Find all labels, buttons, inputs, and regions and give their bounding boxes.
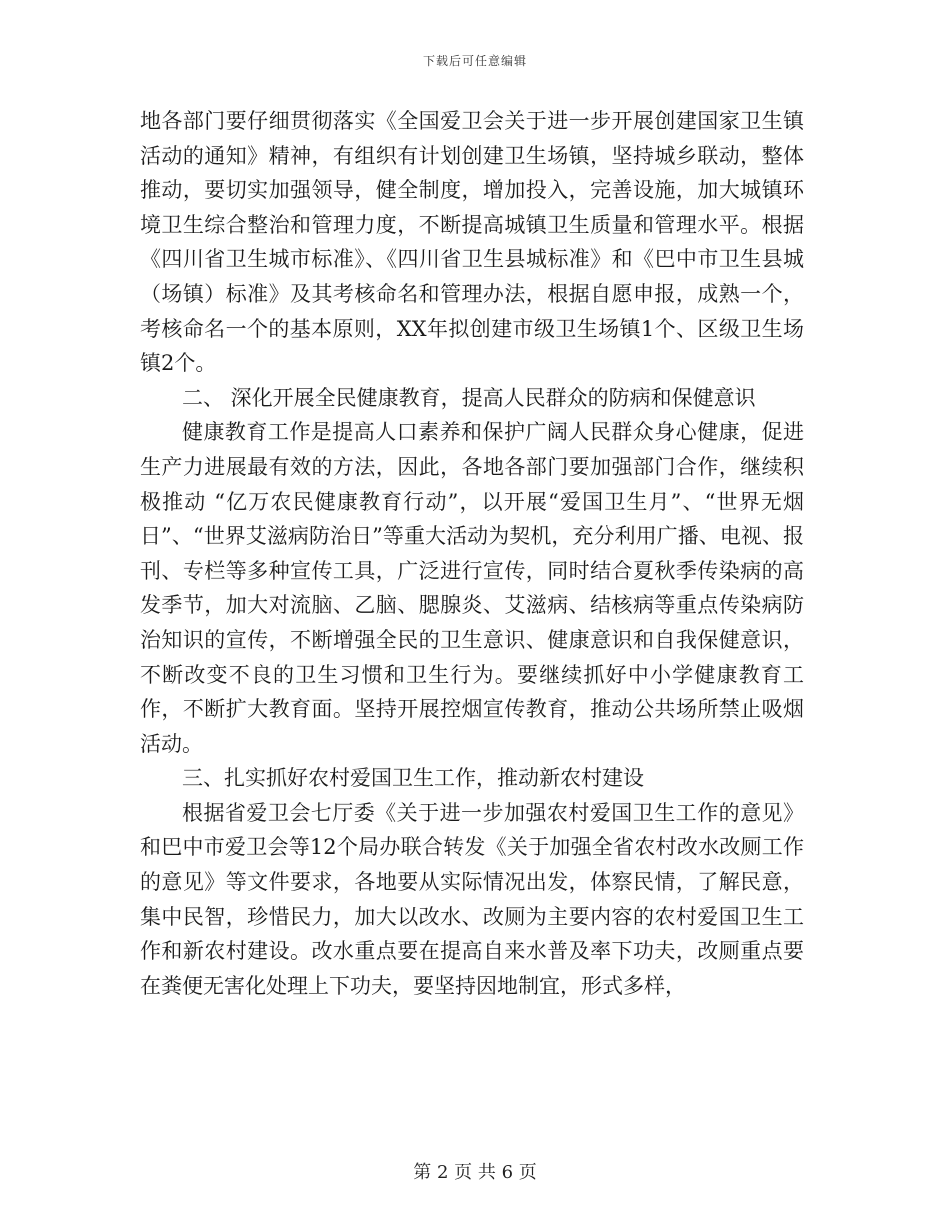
section-heading-2: 二、 深化开展全民健康教育，提高人民群众的防病和保健意识 <box>182 385 756 410</box>
section-heading-3: 三、扎实抓好农村爱国卫生工作，推动新农村建设 <box>182 766 644 791</box>
paragraph-1: 地各部门要仔细贯彻落实《全国爱卫会关于进一步开展创建国家卫生镇活动的通知》精神，有组织有计划创建卫生场镇，坚持城乡联动，整体推动，要切实加强领导，健全制度，增加投入，完善设施，加大城镇环境卫生综合整治和管理力度，不断提高城镇卫生质量和管理水平。根据《四川省卫生城市标准》、《四川省卫生县城标准》和《巴中市卫生县城（场镇）标准》及其考核命名和管理办法，根据自愿申报，成熟一个，考核命名一个的基本原则，XX年拟创建市级卫生场镇1个、区级卫生场镇2个。 <box>140 109 804 376</box>
header-note: 下载后可任意编辑 <box>422 54 527 68</box>
page-number: 第 2 页 共 6 页 <box>413 1162 537 1183</box>
paragraph-2: 健康教育工作是提高人口素养和保护广阔人民群众身心健康，促进生产力进展最有效的方法，因此，各地各部门要加强部门合作，继续积极推动 “亿万农民健康教育行动”，以开展“爱国卫生月”、“世界无烟日”、“世界艾滋病防治日”等重大活动为契机，充分利用广播、电视、报刊、专栏等多种宣传工具，广泛进行宣传，同时结合夏秋季传染病的高发季节，加大对流脑、乙脑、腮腺炎、艾滋病、结核病等重点传染病防治知识的宣传，不断增强全民的卫生意识、健康意识和自我保健意识，不断改变不良的卫生习惯和卫生行为。要继续抓好中小学健康教育工作，不断扩大教育面。坚持开展控烟宣传教育，推动公共场所禁止吸烟活动。 <box>140 420 804 756</box>
paragraph-3: 根据省爱卫会七厅委《关于进一步加强农村爱国卫生工作的意见》和巴中市爱卫会等12个局办联合转发《关于加强全省农村改水改厕工作的意见》等文件要求，各地要从实际情况出发，体察民情，了解民意，集中民智，珍惜民力，加大以改水、改厕为主要内容的农村爱国卫生工作和新农村建设。改水重点要在提高自来水普及率下功夫，改厕重点要在粪便无害化处理上下功夫，要坚持因地制宜，形式多样， <box>140 800 804 998</box>
document-body <box>140 104 804 1003</box>
